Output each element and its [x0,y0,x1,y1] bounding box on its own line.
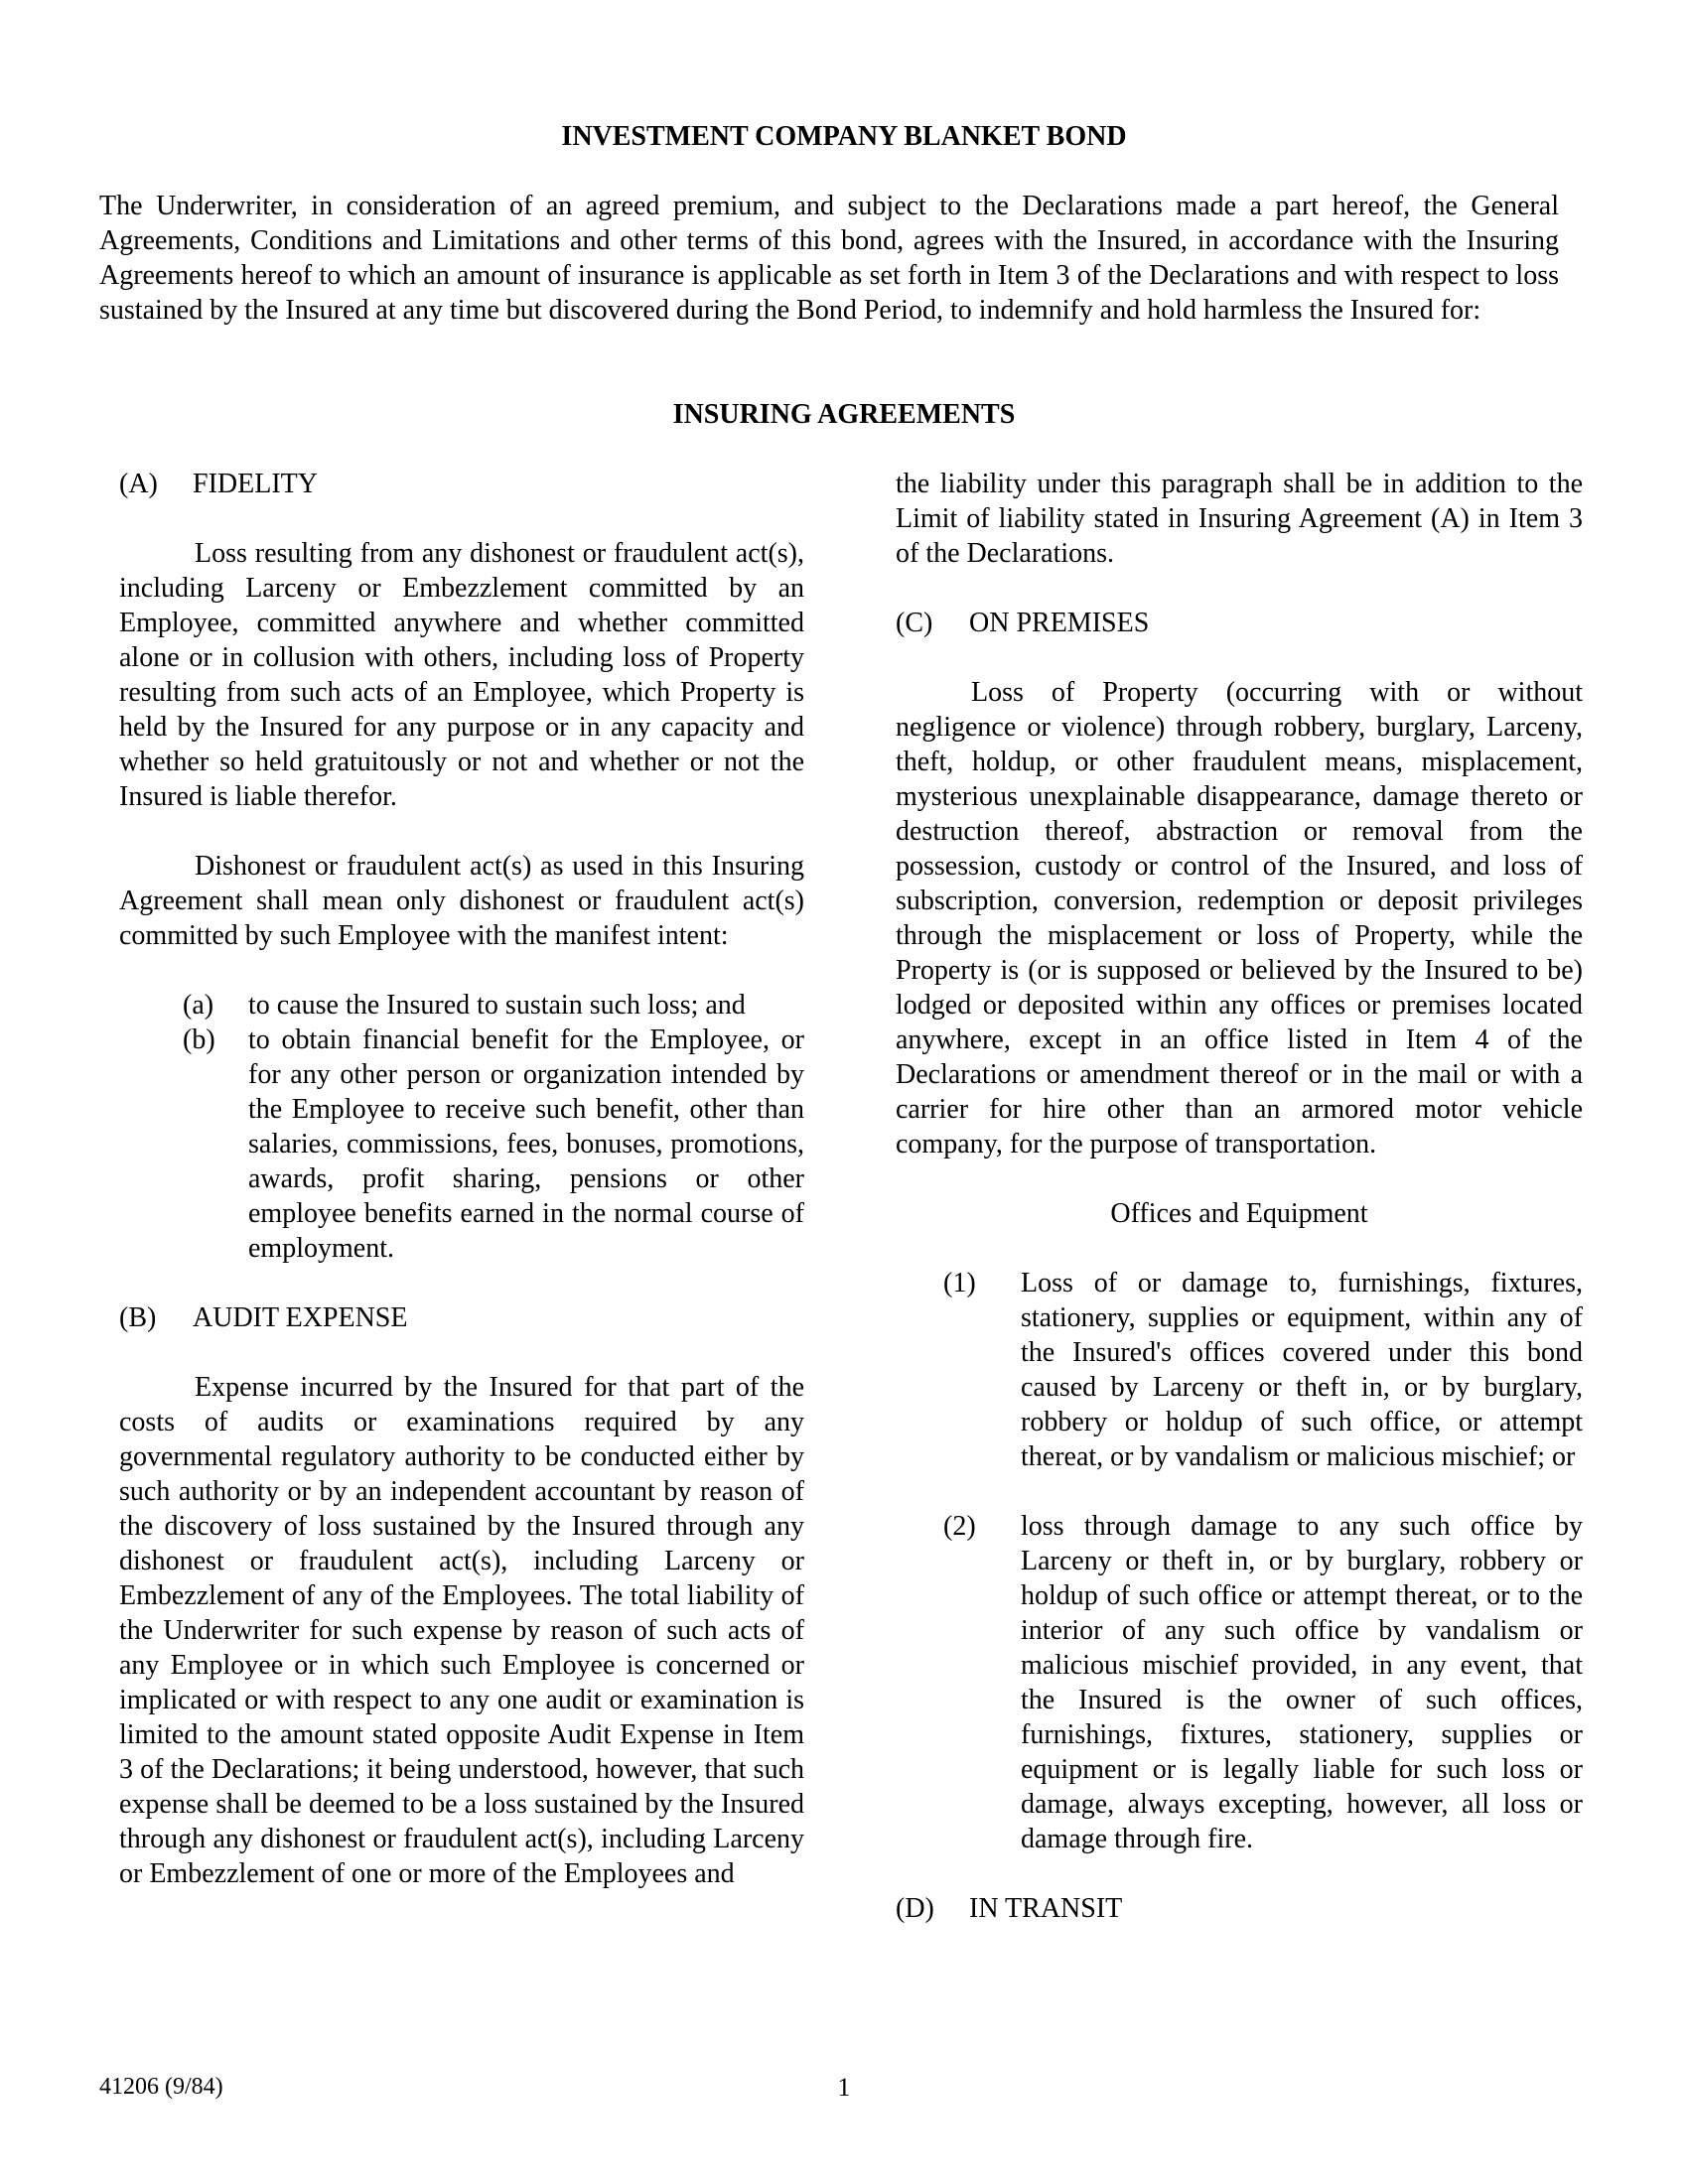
list-item-text: to obtain financial benefit for the Employee, or for any other person or organization intended by the Employee to receive such benefit, other than salaries, commissions, fees, bonuses, promotions, awards, profit sharing, pensions or other employee benefits earned in the normal course of employment. [248,1024,804,1264]
heading-in-transit [896,1891,1583,1926]
form-number: 41206 (9/84) [99,2074,223,2100]
on-premises-paragraph: Loss of Property (occurring with or without negligence or violence) through robbery, burglary, Larceny, theft, holdup, or other fraudulent means, misplacement, mysterious unexplainable disappearance, damage thereto or destruction thereof, abstraction or removal from the possession, custody or control of the Insured, and loss of subscription, conversion, redemption or deposit privileges through the misplacement or loss of Property, while the Property is (or is supposed or believed by the Insured to be) lodged or deposited within any offices or premises located anywhere, except in an office listed in Item 4 of the Declarations or amendment thereof or in the mail or with a carrier for hire other than an armored motor vehicle company, for the purpose of transportation. [896,677,1583,1160]
document-title: INVESTMENT COMPANY BLANKET BOND [561,121,1127,152]
list-item-text: loss through damage to any such office by Larceny or theft in, or by burglary, robbery or holdup of such office or attempt thereat, or to the interior of any such office by vandalism or malicious mischief provided, in any event, that the Insured is the owner of such offices, furnishings, fixtures, stationery, supplies or equipment or is legally liable for such loss or damage, always excepting, however, all loss or damage through fire. [1021,1511,1583,1854]
list-item [896,1509,1583,1856]
heading-label: (B) [119,1302,157,1333]
heading-label: (A) [119,469,158,499]
list-item [119,988,804,1023]
heading-text: FIDELITY [193,469,318,499]
offices-equipment-subheading: Offices and Equipment [1110,1198,1368,1229]
list-item [119,1023,804,1266]
heading-label: (C) [896,608,933,638]
list-item-label: (a) [183,990,214,1021]
list-item-label: (b) [183,1024,215,1055]
intro-paragraph: The Underwriter, in consideration of an agreed premium, and subject to the Declarations made a part hereof, the General Agreements, Conditions and Limitations and other terms of this bond, agrees with the Insured, in accordance with the Insuring Agreements hereof to which an amount of insurance is applicable as set forth in Item 3 of the Declarations and with respect to loss sustained by the Insured at any time but discovered during the Bond Period, to indemnify and hold harmless the Insured for: [99,191,1559,326]
audit-expense-paragraph: Expense incurred by the Insured for that part of the costs of audits or examinations required by any governmental regulatory authority to be conducted either by such authority or by an independent accountant by reason of the discovery of loss sustained by the Insured through any dishonest or fraudulent act(s), including Larceny or Embezzlement of any of the Employees. The total liability of the Underwriter for such expense by reason of such acts of any Employee or in which such Employee is concerned or implicated or with respect to any one audit or examination is limited to the amount stated opposite Audit Expense in Item 3 of the Declarations; it being understood, however, that such expense shall be deemed to be a loss sustained by the Insured through any dishonest or fraudulent act(s), including Larceny or Embezzlement of one or more of the Employees and [119,1372,804,1889]
list-item-text: to cause the Insured to sustain such loss; and [248,990,746,1021]
heading-text: IN TRANSIT [969,1893,1123,1924]
heading-text: AUDIT EXPENSE [193,1302,408,1333]
list-item-text: Loss of or damage to, furnishings, fixtures, stationery, supplies or equipment, within any of the Insured's offices covered under this bond caused by Larceny or theft in, or by burglary, robbery or holdup of such office, or attempt thereat, or by vandalism or malicious mischief; or [1021,1268,1583,1472]
list-item-label: (2) [943,1511,976,1542]
section-title: INSURING AGREEMENTS [672,399,1016,430]
audit-expense-continuation: the liability under this paragraph shall be in addition to the Limit of liability stated in Insuring Agreement (A) in Item 3 of the Declarations. [896,469,1583,569]
heading-on-premises [896,606,1583,640]
heading-fidelity [119,467,804,501]
fidelity-paragraph-1: Loss resulting from any dishonest or fraudulent act(s), including Larceny or Embezzlement committed by an Employee, committed anywhere and whether committed alone or in collusion with others, including loss of Property resulting from such acts of an Employee, which Property is held by the Insured for any purpose or in any capacity and whether so held gratuitously or not and whether or not the Insured is liable therefor. [119,538,804,812]
list-item-label: (1) [943,1268,976,1298]
page-number: 1 [837,2073,851,2102]
fidelity-intent-list [119,988,804,1266]
fidelity-paragraph-2: Dishonest or fraudulent act(s) as used in this Insuring Agreement shall mean only dishonest or fraudulent act(s) committed by such Employee with the manifest intent: [119,851,804,951]
right-column [896,467,1583,1926]
list-item [896,1266,1583,1474]
heading-audit-expense [119,1300,804,1335]
heading-label: (D) [896,1893,934,1924]
heading-text: ON PREMISES [969,608,1150,638]
left-column [119,467,804,1891]
